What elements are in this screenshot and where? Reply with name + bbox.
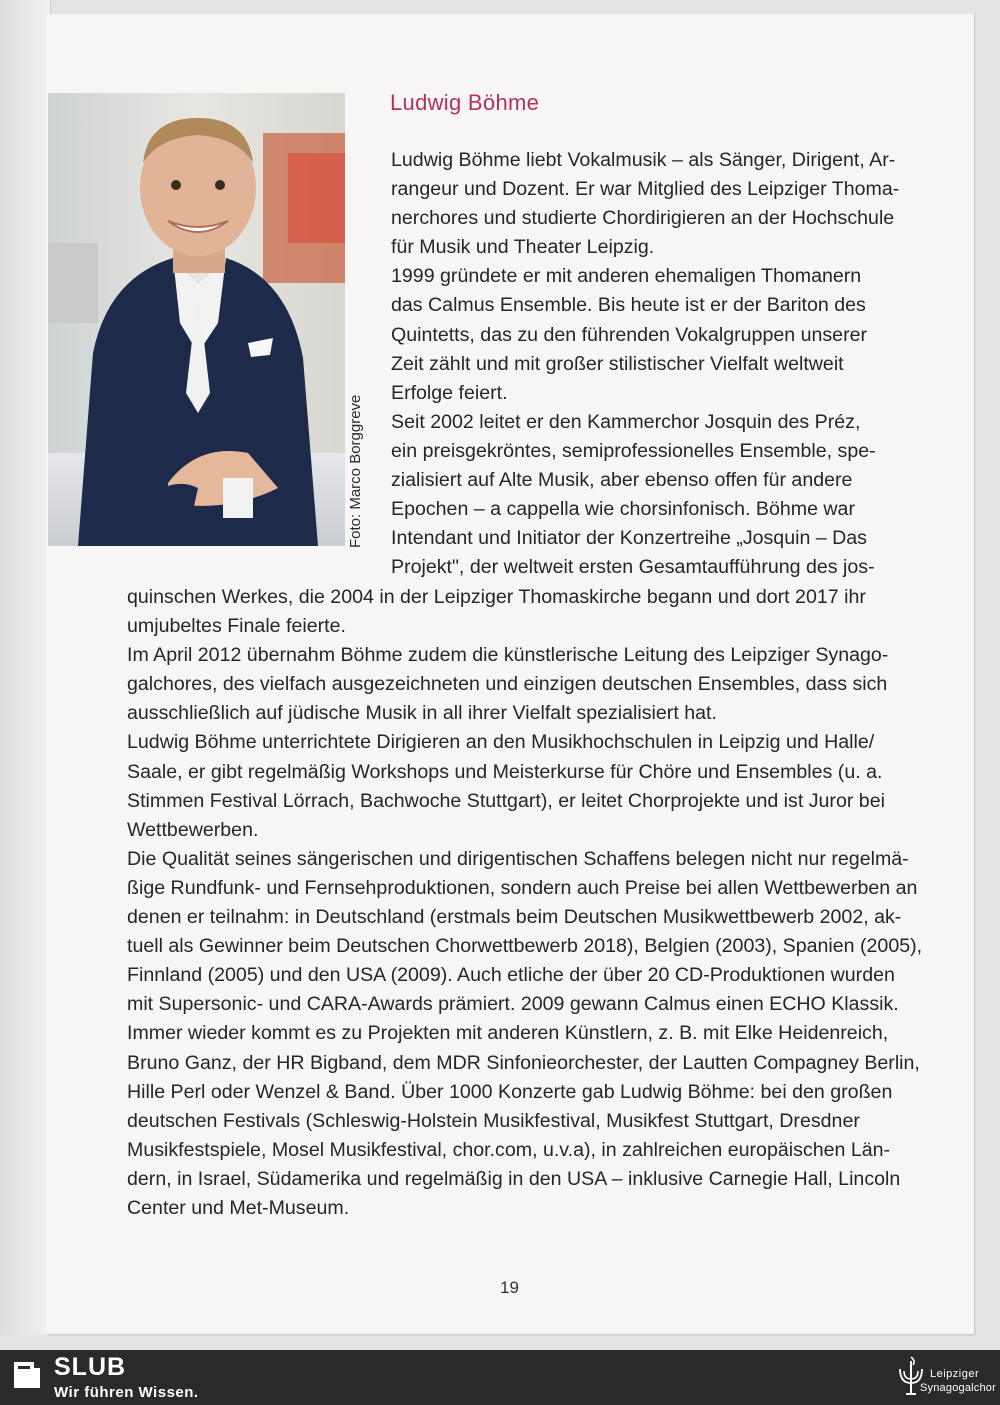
text-line: Erfolge feiert.	[391, 381, 508, 404]
text-line: ausschließlich auf jüdische Musik in all ihrer Vielfalt spezialisiert hat.	[127, 702, 717, 725]
text-line: Zeit zählt und mit großer stilistischer Vielfalt weltweit	[391, 352, 844, 375]
text-line: Ludwig Böhme unterrichtete Dirigieren an den Musikhochschulen in Leipzig und Halle/	[127, 731, 875, 754]
text-line: Die Qualität seines sängerischen und dirigentischen Schaffens belegen nicht nur regelmä-	[127, 847, 909, 870]
text-line: Finnland (2005) und den USA (2009). Auch etliche der über 20 CD-Produktionen wurden	[127, 964, 895, 987]
text-line: zialisiert auf Alte Musik, aber ebenso offen für andere	[391, 469, 853, 492]
text-line: Hille Perl oder Wenzel & Band. Über 1000 Konzerte gab Ludwig Böhme: bei den großen	[127, 1080, 893, 1103]
text-line: Saale, er gibt regelmäßig Workshops und Meisterkurse für Chöre und Ensembles (u. a.	[127, 760, 883, 783]
text-line: Musikfestspiele, Mosel Musikfestival, chor.com, u.v.a), in zahlreichen europäischen Län-	[127, 1138, 891, 1161]
choir-logo-line1: Leipziger	[930, 1368, 980, 1380]
text-line: Stimmen Festival Lörrach, Bachwoche Stuttgart), er leitet Chorprojekte und ist Juror bei	[127, 789, 885, 812]
portrait-illustration	[48, 93, 345, 546]
text-line: Im April 2012 übernahm Böhme zudem die künstlerische Leitung des Leipziger Synago-	[127, 644, 889, 667]
portrait-photo	[48, 93, 345, 546]
text-line: ein preisgekröntes, semiprofessionelles Ensemble, spe-	[391, 439, 876, 462]
text-line: Bruno Ganz, der HR Bigband, dem MDR Sinfonieorchester, der Lautten Compagney Berlin,	[127, 1051, 920, 1074]
menorah-icon	[896, 1355, 926, 1402]
article-text-full-width	[127, 583, 923, 1223]
text-line: Wettbewerben.	[127, 818, 259, 841]
slub-tagline: Wir führen Wissen.	[54, 1384, 199, 1401]
text-line: rangeur und Dozent. Er war Mitglied des Leipziger Thoma-	[391, 178, 900, 201]
text-line: für Musik und Theater Leipzig.	[391, 236, 655, 259]
text-line: Immer wieder kommt es zu Projekten mit anderen Künstlern, z. B. mit Elke Heidenreich,	[127, 1022, 889, 1045]
text-line: dern, in Israel, Südamerika und regelmäßig in den USA – inklusive Carnegie Hall, Lincoln	[127, 1167, 901, 1190]
text-line: 1999 gründete er mit anderen ehemaligen Thomanern	[391, 265, 862, 288]
footer-bar	[0, 1350, 1000, 1405]
slub-name[interactable]: SLUB	[54, 1353, 127, 1381]
text-line: quinschen Werkes, die 2004 in der Leipziger Thomaskirche begann und dort 2017 ihr	[127, 586, 866, 608]
text-line: ßige Rundfunk- und Fernsehproduktionen, sondern auch Preise bei allen Wettbewerben an	[127, 876, 918, 899]
text-line: Projekt", der weltweit ersten Gesamtaufführung des jos-	[391, 556, 875, 579]
text-line: mit Supersonic- und CARA-Awards prämiert. 2009 gewann Calmus einen ECHO Klassik.	[127, 993, 899, 1016]
text-line: Ludwig Böhme liebt Vokalmusik – als Sänger, Dirigent, Ar-	[391, 149, 896, 171]
text-line: umjubeltes Finale feierte.	[127, 615, 346, 638]
photo-credit: Foto: Marco Borggreve	[347, 394, 364, 548]
text-line: nerchores und studierte Chordirigieren an der Hochschule	[391, 207, 895, 230]
text-line: Center und Met-Museum.	[127, 1196, 350, 1219]
choir-logo-line2: Synagogalchor	[920, 1382, 996, 1394]
text-line: das Calmus Ensemble. Bis heute ist er der Bariton des	[391, 294, 866, 317]
slub-logo-icon[interactable]	[12, 1358, 44, 1395]
text-line: Seit 2002 leitet er den Kammerchor Josquin des Préz,	[391, 410, 861, 433]
previous-page-edge	[0, 0, 51, 1335]
article-heading: Ludwig Böhme	[390, 90, 540, 115]
text-line: denen er teilnahm: in Deutschland (erstmals beim Deutschen Musikwettbewerb 2002, ak-	[127, 906, 902, 929]
text-line: Epochen – a cappella wie chorsinfonisch. Böhme war	[391, 498, 855, 521]
text-line: deutschen Festivals (Schleswig-Holstein Musikfestival, Musikfest Stuttgart, Dresdner	[127, 1109, 860, 1132]
text-line: Quintetts, das zu den führenden Vokalgruppen unserer	[391, 323, 868, 346]
text-line: tuell als Gewinner beim Deutschen Chorwettbewerb 2018), Belgien (2003), Spanien (2005),	[127, 935, 923, 958]
text-line: galchores, des vielfach ausgezeichneten und einzigen deutschen Ensembles, dass sich	[127, 673, 888, 696]
page-number: 19	[500, 1278, 519, 1297]
article-text-right-column	[391, 146, 900, 582]
text-line: Intendant und Initiator der Konzertreihe „Josquin – Das	[391, 527, 867, 550]
